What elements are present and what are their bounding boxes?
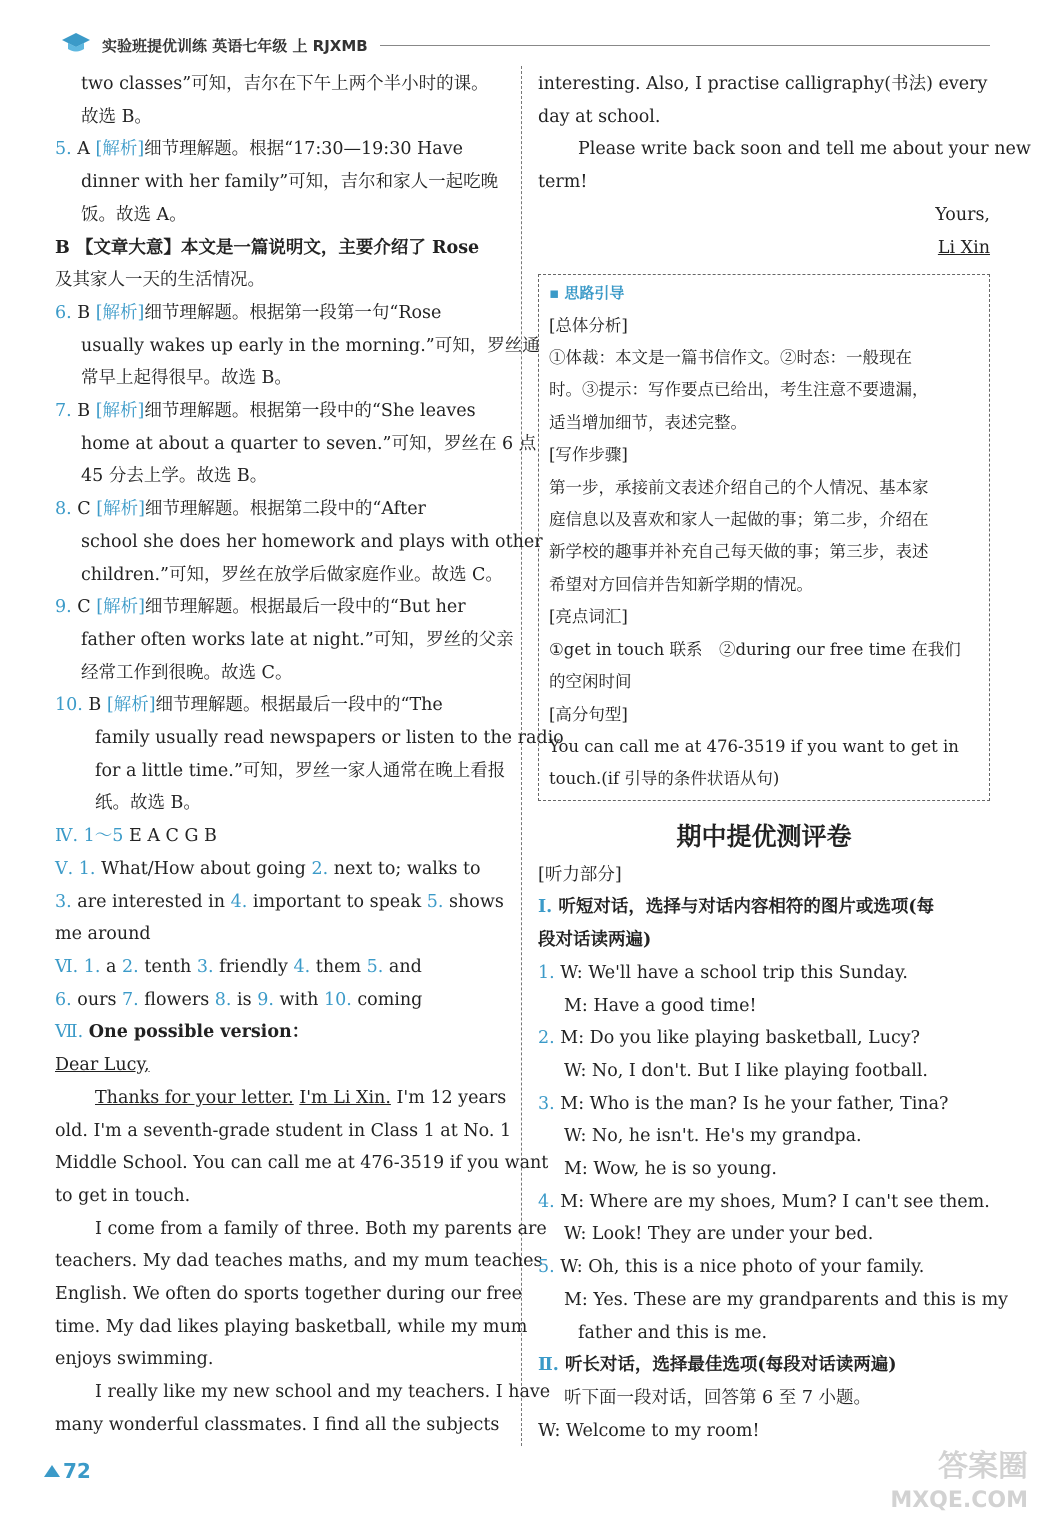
guide-line: 新学校的趣事并补充自己每天做的事；第三步，表述 [549,542,929,562]
section-5-answers: Ⅴ. 1. What/How about going 2. next to; walks to [55,858,481,879]
section-6-answers-cont: 6. ours 7. flowers 8. is 9. with 10. coming [55,989,423,1010]
letter-line: term! [538,172,588,193]
text-line: 45 分去上学。故选 B。 [81,466,268,487]
letter-closing: Yours, [935,204,990,225]
guide-heading: [亮点词汇] [549,607,628,627]
text-line: 经常工作到很晚。故选 C。 [81,662,293,683]
dialog-3: 3. M: Who is the man? Is he your father, Tina? [538,1093,949,1114]
section-6-answers: Ⅵ. 1. a 2. tenth 3. friendly 4. them 5. and [55,956,422,977]
guide-bullet-icon: ▪ [549,284,565,303]
dialog-line: W: No, he isn't. He's my grandpa. [564,1126,862,1147]
text-line: usually wakes up early in the morning.”可知，罗丝通 [81,335,540,356]
guide-line: 庭信息以及喜欢和家人一起做的事；第二步，介绍在 [549,510,929,530]
watermark: 答案圈 MXQE.COM [890,1449,1028,1513]
text-line: school she does her homework and plays with other [81,531,543,552]
dialog-line: M: Yes. These are my grandparents and this is my [564,1289,1009,1310]
dialog-line: father and this is me. [578,1322,768,1343]
letter-line: English. We often do sports together during our free [55,1284,522,1305]
text-line: 常早上起得很早。故选 B。 [81,368,292,389]
letter-line: Please write back soon and tell me about your new [578,139,1031,160]
dialog-line: M: Wow, he is so young. [564,1159,777,1180]
letter-signature: Li Xin [937,237,990,258]
exam-title: 期中提优测评卷 [676,821,852,851]
letter-line: to get in touch. [55,1185,191,1206]
text-line: dinner with her family”可知，吉尔和家人一起吃晚 [81,172,499,193]
part-2-instructions: Ⅱ. 听长对话，选择最佳选项(每段对话读两遍) [538,1355,897,1376]
answer-10: 10. B [解析]细节理解题。根据最后一段中的“The [55,695,443,716]
guide-line: touch.(if 引导的条件状语从句) [549,769,780,789]
header-title: 实验班提优训练 英语七年级 上 RJXMB [102,36,368,55]
text-line: me around [55,924,151,945]
text-line: children.”可知，罗丝在放学后做家庭作业。故选 C。 [81,564,503,585]
text-line: father often works late at night.”可知，罗丝的父亲 [81,629,514,650]
dialog-line: W: Look! They are under your bed. [564,1224,874,1245]
letter-line: I come from a family of three. Both my parents are [95,1218,547,1239]
letter-line: day at school. [538,106,661,127]
right-column [538,68,1031,1447]
dialog-1: 1. W: We'll have a school trip this Sunday. [538,962,908,983]
text-line: home at about a quarter to seven.”可知，罗丝在 6 点 [81,433,537,454]
page-header [60,32,990,58]
dialog-2: 2. M: Do you like playing basketball, Lucy? [538,1028,921,1049]
guide-line: You can call me at 476-3519 if you want to get in [549,736,959,756]
letter-line: teachers. My dad teaches maths, and my mum teaches [55,1251,543,1272]
guide-heading: [写作步骤] [549,445,628,465]
answer-7: 7. B [解析]细节理解题。根据第一段中的“She leaves [55,401,476,422]
text-line: for a little time.”可知，罗丝一家人通常在晚上看报 [95,760,506,781]
guide-heading: [总体分析] [549,315,628,335]
text-line: 纸。故选 B。 [95,793,201,814]
letter-line: time. My dad likes playing basketball, while my mum [55,1316,528,1337]
passage-b-summary: B 【文章大意】本文是一篇说明文，主要介绍了 Rose [55,237,480,258]
guide-line: 第一步，承接前文表述介绍自己的个人情况、基本家 [549,477,929,497]
text-line: two classes”可知，吉尔在下午上两个半小时的课。 [81,74,489,94]
letter-line: Middle School. You can call me at 476-3519 if you want [55,1153,549,1174]
letter-greeting: Dear Lucy, [55,1055,150,1076]
page-number: 72 [44,1458,88,1484]
letter-line: enjoys swimming. [55,1349,214,1370]
guide-heading: [高分句型] [549,704,628,724]
text-line: 听下面一段对话，回答第 6 至 7 小题。 [564,1387,872,1408]
guide-line: ①体裁：本文是一篇书信作文。②时态：一般现在 [549,348,912,368]
text-line: 饭。故选 A。 [81,204,187,225]
section-7-heading: Ⅶ. One possible version： [55,1022,310,1043]
text-line: family usually read newspapers or listen to the radio [95,728,564,749]
section-4-answers: Ⅳ. 1～5 E A C G B [55,826,217,847]
guide-line: 时。③提示：写作要点已给出，考生注意不要遗漏， [549,380,929,400]
writing-guide-box [538,274,990,801]
section-5-answers-cont: 3. are interested in 4. important to speak 5. shows [55,891,504,912]
guide-line: 的空闲时间 [549,672,632,692]
letter-line: Thanks for your letter. I'm Li Xin. I'm 12 years [95,1087,507,1108]
guide-line: ①get in touch 联系 ②during our free time 在我们 [549,639,961,659]
dialog-line: M: Have a good time! [564,995,757,1016]
header-rule [380,45,990,46]
text-line: 故选 B。 [81,106,152,127]
dialog-line: W: Welcome to my room! [538,1420,760,1441]
dialog-line: W: No, I don't. But I like playing football. [564,1060,928,1081]
dialog-4: 4. M: Where are my shoes, Mum? I can't see them. [538,1191,990,1212]
up-arrow-icon [44,1465,60,1477]
text-line: 及其家人一天的生活情况。 [55,270,265,291]
answer-9: 9. C [解析]细节理解题。根据最后一段中的“But her [55,597,466,618]
answer-6: 6. B [解析]细节理解题。根据第一段第一句“Rose [55,302,442,323]
guide-line: 希望对方回信并告知新学期的情况。 [549,574,813,594]
guide-line: 适当增加细节，表述完整。 [549,412,747,432]
letter-line: interesting. Also, I practise calligraphy(书法) every [538,74,988,94]
dialog-5: 5. W: Oh, this is a nice photo of your family. [538,1257,925,1278]
letter-line: I really like my new school and my teachers. I have [95,1382,551,1403]
letter-line: many wonderful classmates. I find all the subjects [55,1414,500,1435]
part-1-instructions: Ⅰ. 听短对话，选择与对话内容相符的图片或选项(每 [538,897,935,918]
listening-label: [听力部分] [538,864,622,885]
letter-line: old. I'm a seventh-grade student in Class 1 at No. 1 [55,1120,512,1141]
text-line: 段对话读两遍) [538,930,652,951]
answer-8: 8. C [解析]细节理解题。根据第二段中的“After [55,499,426,520]
answer-5: 5. A [解析]细节理解题。根据“17:30—19:30 Have [55,139,463,160]
guide-title: ▪ 思路引导 [549,284,625,303]
